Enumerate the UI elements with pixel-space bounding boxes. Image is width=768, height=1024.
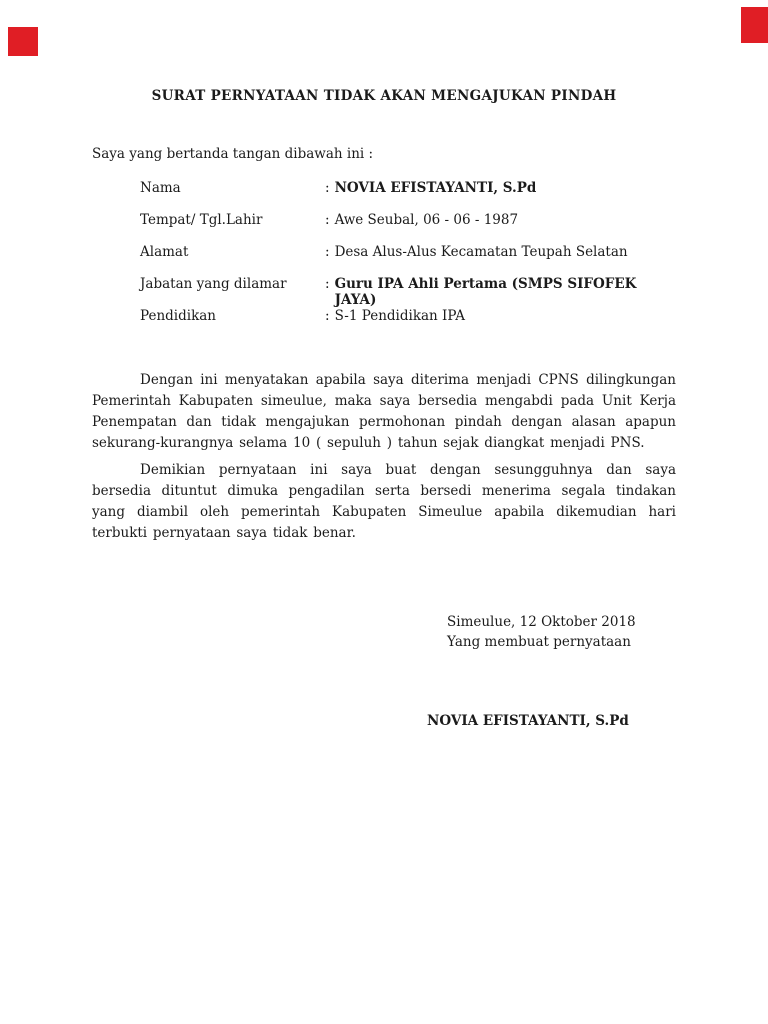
closing-place-date: Simeulue, 12 Oktober 2018: [447, 614, 636, 630]
detail-colon: :: [325, 244, 330, 260]
detail-row-alamat: [92, 244, 676, 276]
red-stamp-mark-right: [741, 7, 768, 43]
closing-statement: Yang membuat pernyataan: [447, 634, 631, 650]
detail-label: Alamat: [140, 244, 189, 260]
detail-label: Pendidikan: [140, 308, 217, 324]
detail-colon: :: [325, 276, 330, 292]
detail-label: Jabatan yang dilamar: [140, 276, 287, 292]
detail-value: Guru IPA Ahli Pertama (SMPS SIFOFEK JAYA): [334, 276, 637, 308]
detail-row-nama: [92, 180, 676, 212]
red-stamp-mark-left: [8, 27, 38, 56]
document-title: SURAT PERNYATAAN TIDAK AKAN MENGAJUKAN PINDAH: [151, 88, 617, 104]
intro-line: Saya yang bertanda tangan dibawah ini :: [92, 146, 374, 162]
detail-label: Tempat/ Tgl.Lahir: [140, 212, 263, 228]
body-paragraph-1: Dengan ini menyatakan apabila saya diterima menjadi CPNS dilingkungan Pemerintah Kabupaten simeulue, maka saya bersedia mengabdi pada Unit Kerja Penempatan dan tidak mengajukan permohonan pindah dengan alasan apapun sekurang-kurangnya selama 10 ( sepuluh ) tahun sejak diangkat menjadi PNS.: [92, 372, 676, 451]
detail-value: Desa Alus-Alus Kecamatan Teupah Selatan: [334, 244, 628, 260]
detail-value: S-1 Pendidikan IPA: [334, 308, 465, 324]
detail-colon: :: [325, 308, 330, 324]
detail-row-jabatan: [92, 276, 676, 308]
detail-row-tempat-tgl-lahir: [92, 212, 676, 244]
body-paragraphs: [92, 370, 676, 544]
detail-label: Nama: [140, 180, 181, 196]
details-block: [92, 180, 676, 340]
detail-colon: :: [325, 180, 330, 196]
detail-value: NOVIA EFISTAYANTI, S.Pd: [334, 180, 537, 196]
detail-row-pendidikan: [92, 308, 676, 340]
body-paragraph-2: Demikian pernyataan ini saya buat dengan sesungguhnya dan saya bersedia dituntut dimuka pengadilan serta bersedi menerima segala tindakan yang diambil oleh pemerintah Kabupaten Simeulue apabila dikemudian hari terbukti pernyataan saya tidak benar.: [92, 462, 676, 541]
signatory-name: NOVIA EFISTAYANTI, S.Pd: [427, 713, 629, 729]
detail-colon: :: [325, 212, 330, 228]
detail-value: Awe Seubal, 06 - 06 - 1987: [334, 212, 519, 228]
closing-block: [447, 612, 676, 652]
